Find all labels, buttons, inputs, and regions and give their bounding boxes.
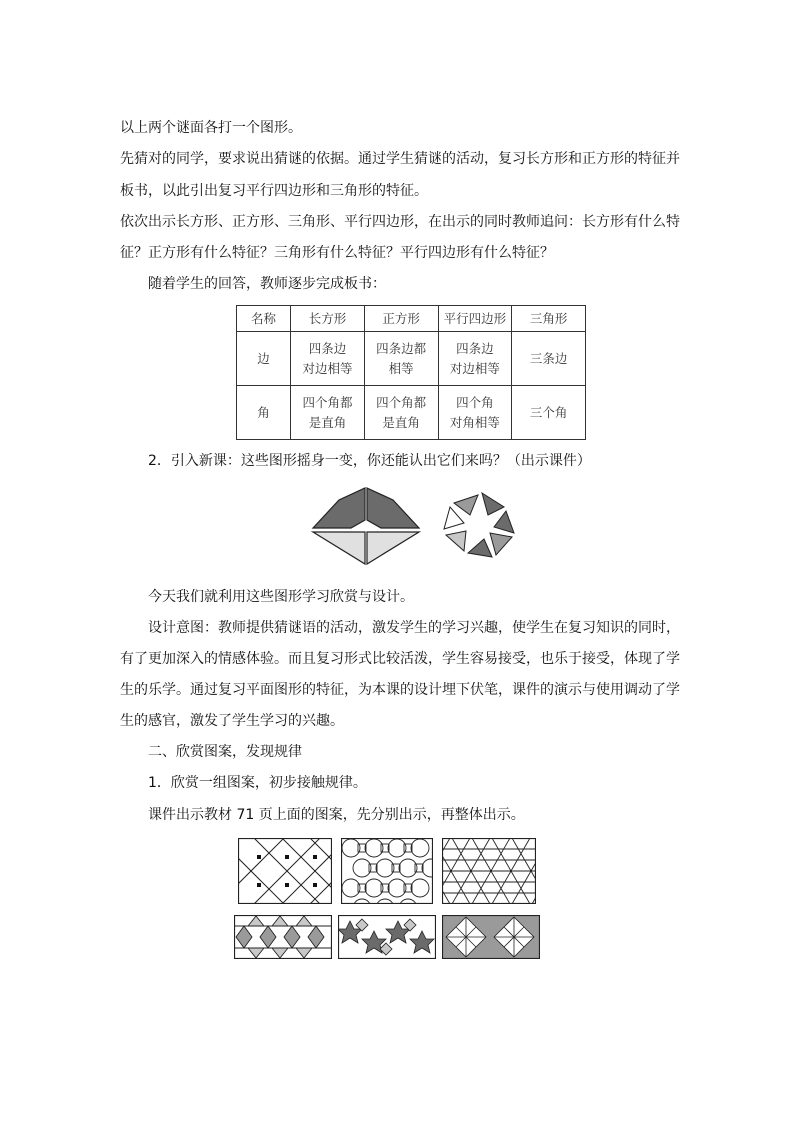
table-cell: 四个角都 是直角	[364, 386, 438, 440]
paragraph: 先猜对的同学，要求说出猜谜的依据。通过学生猜谜的活动，复习长方形和正方形的特征并	[120, 151, 680, 167]
paragraph: 设计意图：教师提供猜谜语的活动，激发学生的学习兴趣，使学生在复习知识的同时，	[148, 620, 680, 636]
paragraph: 生的乐学。通过复习平面图形的特征，为本课的设计埋下伏笔，课件的演示与使用调动了学	[120, 682, 680, 698]
paragraph: 2．引入新课：这些图形摇身一变，你还能认出它们来吗？（出示课件）	[148, 453, 591, 469]
pattern-circle-tiles	[341, 838, 433, 904]
pattern-hexagon-band	[234, 915, 332, 959]
paragraph: 有了更加深入的情感体验。而且复习形式比较活泼，学生容易接受，也乐于接受，体现了学	[120, 651, 680, 667]
table-cell: 四个角 对角相等	[438, 386, 512, 440]
table-cell: 四个角都 是直角	[291, 386, 365, 440]
pattern-triangle-lattice	[442, 838, 536, 904]
pattern-star-band	[338, 915, 436, 959]
table-cell: 三个角	[512, 386, 586, 440]
table-cell: 四条边 对边相等	[438, 332, 512, 386]
pattern-diamond-band	[442, 915, 540, 959]
paragraph: 以上两个谜面各打一个图形。	[120, 120, 302, 136]
paragraph: 生的感官，激发了学生学习的兴趣。	[120, 713, 344, 729]
paragraph: 征？正方形有什么特征？三角形有什么特征？平行四边形有什么特征？	[120, 245, 554, 261]
paragraph: 依次出示长方形、正方形、三角形、平行四边形，在出示的同时教师追问：长方形有什么特	[120, 214, 680, 230]
shapes-figure-pinwheel	[440, 489, 518, 559]
pattern-diagonal-lattice	[238, 838, 332, 904]
row-label: 角	[237, 386, 291, 440]
row-label: 边	[237, 332, 291, 386]
paragraph: 板书，以此引出复习平行四边形和三角形的特征。	[120, 183, 428, 199]
table-header-cell: 三角形	[512, 306, 586, 332]
table-cell: 四条边 对边相等	[291, 332, 365, 386]
table-row	[237, 332, 586, 386]
table-header-cell: 平行四边形	[438, 306, 512, 332]
section-heading: 二、欣赏图案，发现规律	[148, 744, 302, 760]
shapes-figure-trapezoids	[311, 486, 421, 566]
table-header-cell: 名称	[237, 306, 291, 332]
table-header-cell: 正方形	[364, 306, 438, 332]
paragraph: 随着学生的回答，教师逐步完成板书：	[148, 276, 386, 292]
table-row	[237, 386, 586, 440]
paragraph: 今天我们就利用这些图形学习欣赏与设计。	[148, 589, 414, 605]
table-header-cell: 长方形	[291, 306, 365, 332]
table-cell: 三条边	[512, 332, 586, 386]
table-header-row	[237, 306, 586, 332]
table-cell: 四条边都 相等	[364, 332, 438, 386]
shape-feature-table	[236, 305, 586, 440]
paragraph: 课件出示教材 71 页上面的图案，先分别出示，再整体出示。	[148, 807, 525, 823]
paragraph: 1．欣赏一组图案，初步接触规律。	[148, 775, 367, 791]
